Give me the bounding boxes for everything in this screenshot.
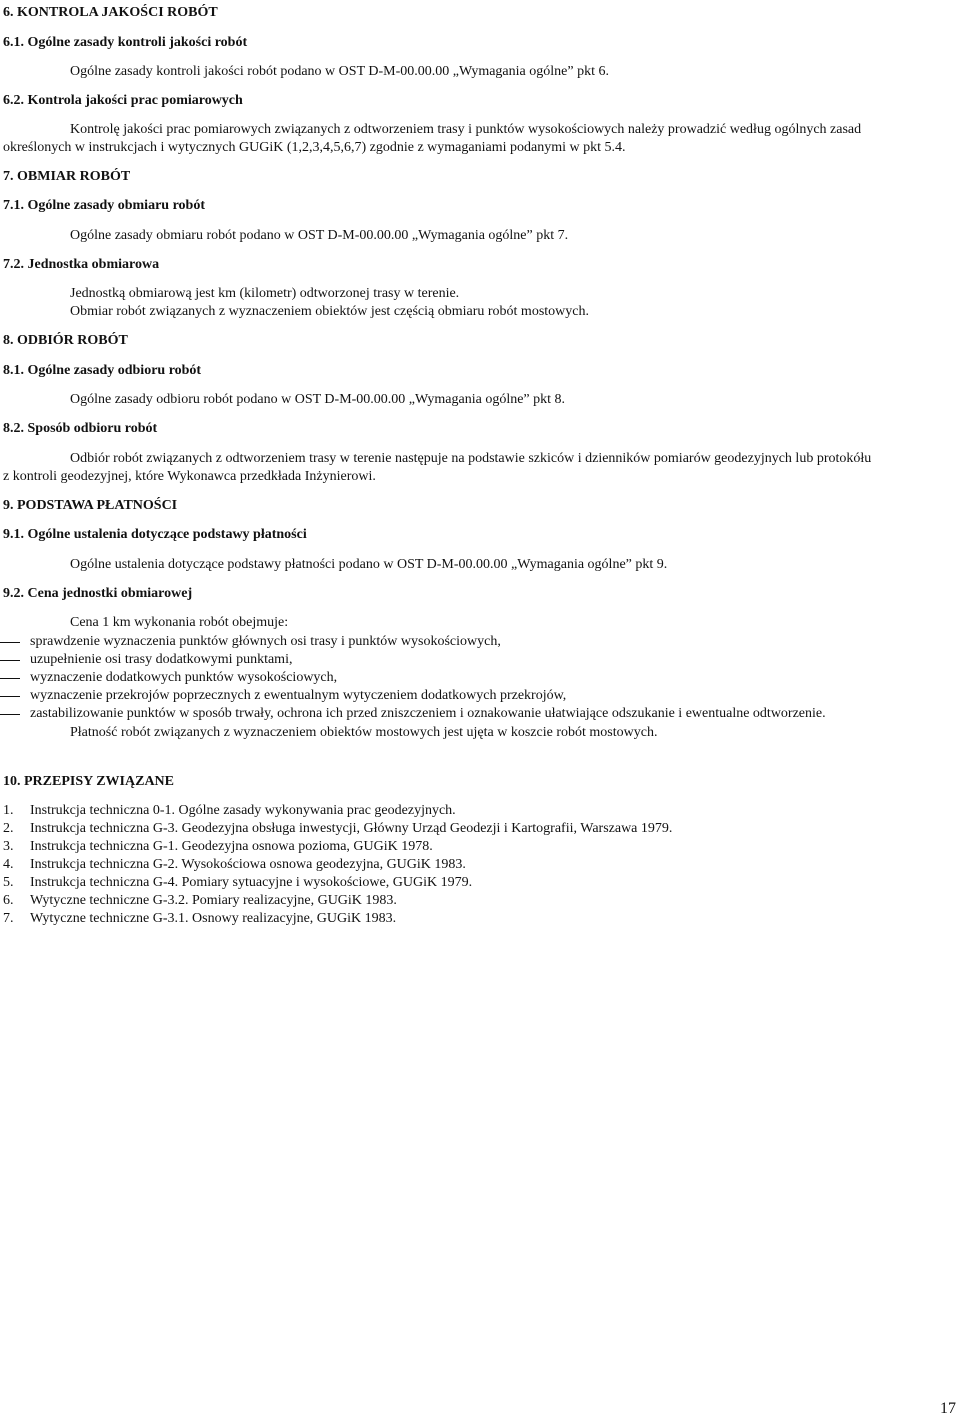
section-9-2-intro: Cena 1 km wykonania robót obejmuje: <box>70 615 289 630</box>
list-item-text: sprawdzenie wyznaczenia punktów głównych osi trasy i punktów wysokościowych, <box>30 634 501 649</box>
section-10-heading: 10. PRZEPISY ZWIĄZANE <box>3 774 175 789</box>
list-item-text: Instrukcja techniczna G-2. Wysokościowa osnowa geodezyjna, GUGiK 1983. <box>30 857 466 872</box>
list-item-number: 7. <box>3 911 14 926</box>
list-item-text: wyznaczenie dodatkowych punktów wysokościowych, <box>30 670 338 685</box>
section-9-2-note: Płatność robót związanych z wyznaczeniem obiektów mostowych jest ujęta w koszcie robót mostowych. <box>70 725 658 740</box>
list-item-text: Instrukcja techniczna 0-1. Ogólne zasady wykonywania prac geodezyjnych. <box>30 803 456 818</box>
section-6-2-text-line1: Kontrolę jakości prac pomiarowych związanych z odtworzeniem trasy i punktów wysokościowych należy prowadzić według ogólnych zasad <box>70 122 862 137</box>
section-7-2-heading: 7.2. Jednostka obmiarowa <box>3 257 160 272</box>
section-7-heading: 7. OBMIAR ROBÓT <box>3 169 131 184</box>
list-item-text: Instrukcja techniczna G-4. Pomiary sytuacyjne i wysokościowe, GUGiK 1979. <box>30 875 473 890</box>
list-item-text: Instrukcja techniczna G-3. Geodezyjna obsługa inwestycji, Główny Urząd Geodezji i Kartografii, Warszawa 1979. <box>30 821 673 836</box>
list-item-number: 6. <box>3 893 14 908</box>
section-8-1-heading: 8.1. Ogólne zasady odbioru robót <box>3 363 202 378</box>
list-item-number: 5. <box>3 875 14 890</box>
list-item-text: Wytyczne techniczne G-3.1. Osnowy realizacyjne, GUGiK 1983. <box>30 911 397 926</box>
section-9-1-text: Ogólne ustalenia dotyczące podstawy płatności podano w OST D-M-00.00.00 „Wymagania ogólne” pkt 9. <box>70 557 668 572</box>
dash-bullet-icon <box>0 660 20 661</box>
list-item-number: 1. <box>3 803 14 818</box>
section-8-2-text-line2: z kontroli geodezyjnej, które Wykonawca przedkłada Inżynierowi. <box>3 469 376 484</box>
section-6-1-heading: 6.1. Ogólne zasady kontroli jakości robót <box>3 35 248 50</box>
section-8-2-heading: 8.2. Sposób odbioru robót <box>3 421 158 436</box>
section-6-heading: 6. KONTROLA JAKOŚCI ROBÓT <box>3 5 218 20</box>
section-9-1-heading: 9.1. Ogólne ustalenia dotyczące podstawy płatności <box>3 527 307 542</box>
section-9-heading: 9. PODSTAWA PŁATNOŚCI <box>3 498 178 513</box>
dash-bullet-icon <box>0 678 20 679</box>
section-7-1-text: Ogólne zasady obmiaru robót podano w OST D-M-00.00.00 „Wymagania ogólne” pkt 7. <box>70 228 569 243</box>
dash-bullet-icon <box>0 696 20 697</box>
section-9-2-heading: 9.2. Cena jednostki obmiarowej <box>3 586 193 601</box>
list-item-number: 2. <box>3 821 14 836</box>
dash-bullet-icon <box>0 714 20 715</box>
list-item-text: Instrukcja techniczna G-1. Geodezyjna osnowa pozioma, GUGiK 1978. <box>30 839 433 854</box>
section-7-2-text-line1: Jednostką obmiarową jest km (kilometr) odtworzonej trasy w terenie. <box>70 286 460 301</box>
list-item-text: wyznaczenie przekrojów poprzecznych z ewentualnym wytyczeniem dodatkowych przekrojów, <box>30 688 567 703</box>
section-8-1-text: Ogólne zasady odbioru robót podano w OST D-M-00.00.00 „Wymagania ogólne” pkt 8. <box>70 392 566 407</box>
section-6-2-heading: 6.2. Kontrola jakości prac pomiarowych <box>3 93 243 108</box>
page-number: 17 <box>940 1400 956 1417</box>
list-item-number: 3. <box>3 839 14 854</box>
dash-bullet-icon <box>0 642 20 643</box>
section-6-1-text: Ogólne zasady kontroli jakości robót podano w OST D-M-00.00.00 „Wymagania ogólne” pkt 6. <box>70 64 609 79</box>
section-7-1-heading: 7.1. Ogólne zasady obmiaru robót <box>3 198 205 213</box>
list-item-text: uzupełnienie osi trasy dodatkowymi punktami, <box>30 652 293 667</box>
section-6-2-text-line2: określonych w instrukcjach i wytycznych GUGiK (1,2,3,4,5,6,7) zgodnie z wymaganiami podanymi w pkt 5.4. <box>3 140 626 155</box>
section-8-heading: 8. ODBIÓR ROBÓT <box>3 333 128 348</box>
list-item-text: Wytyczne techniczne G-3.2. Pomiary realizacyjne, GUGiK 1983. <box>30 893 397 908</box>
section-8-2-text-line1: Odbiór robót związanych z odtworzeniem trasy w terenie następuje na podstawie szkiców i dzienników pomiarów geodezyjnych lub protokółu <box>70 451 872 466</box>
list-item-number: 4. <box>3 857 14 872</box>
list-item-text: zastabilizowanie punktów w sposób trwały, ochrona ich przed zniszczeniem i oznakowanie ułatwiające odszukanie i ewentualne odtworzenie. <box>30 706 826 721</box>
section-7-2-text-line2: Obmiar robót związanych z wyznaczeniem obiektów jest częścią obmiaru robót mostowych. <box>70 304 589 319</box>
